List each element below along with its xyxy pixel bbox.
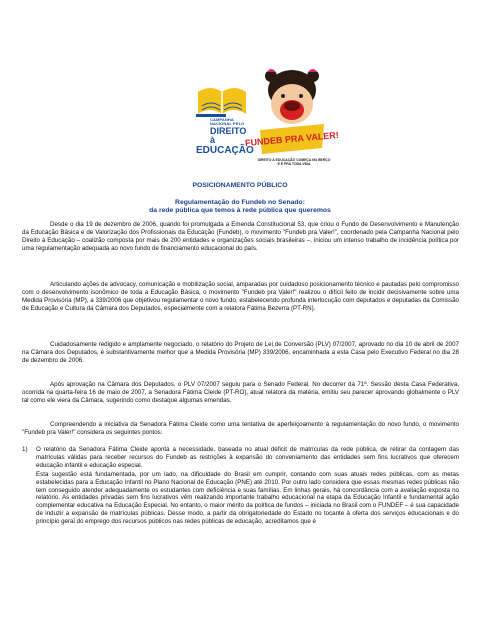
header-logos bbox=[0, 62, 480, 174]
list-item-number: 1) bbox=[22, 446, 28, 453]
list-item-text-a: O relatório da Senadora Fátima Cleide aponta a necessidade, baseada no atual déficit de matrículas da rede pública, de retirar da contagem das matrículas válidas para receber recursos do Fundeb as restrições à expansão do conveniamento das entidades sem fins lucrativos que oferecem educação infantil e educação especial. bbox=[36, 446, 459, 469]
book-icon bbox=[194, 80, 250, 120]
page-subtitle bbox=[0, 199, 480, 215]
paragraph-2: Articulando ações de advocacy, comunicação e mobilização social, amparadas por cuidadoso posicionamento técnico e pautadas pelo compromisso com o desenvolvimento isonômico de toda a Educação Básica, o movimento "Fundeb pra Valer!" realizou o difícil feito de incidir decisivamente sobre uma Medida Provisória (MP), a 339/2006 que objetivou regulamentar o novo fundo, estabelecendo profunda interlocução com deputados e deputadas da Comissão de Educação e Cultura da Câmara dos Deputados, especialmente com a relatora Fátima Bezerra (PT-RN). bbox=[22, 281, 459, 312]
logo-small-text: CAMPANHA NACIONAL PELO bbox=[210, 117, 245, 126]
paragraph-4: Após aprovação na Câmara dos Deputados, o PLV 07/2007 seguiu para o Senado Federal. No decorrer da 71ª. Sessão desta Casa Federativa, ocorrida na quarta-feira 16 de maio de 2007, a Senadora Fátima Cleide (PT-RO), atual relatora da matéria, emitiu seu parecer aprovando globalmente o PLV tal como ele viera da Câmara, sugerindo como destaque algumas emendas. bbox=[22, 381, 459, 404]
subtitle-line-2: da rede pública que temos à rede pública que queremos bbox=[149, 207, 331, 214]
subtitle-line-1: Regulamentação do Fundeb no Senado: bbox=[175, 199, 305, 206]
paragraph-3: Cuidadosamente redigido e amplamente negociado, o relatório do Projeto de Lei de Conversão (PLV) 07/2007, aprovado no dia 10 de abril de 2007 na Câmara dos Deputados, é substantivamente melhor que a Medida Provisória (MP) 339/2006, encaminhada a esta Casa pelo Executivo Federal no dia 28 de dezembro de 2006. bbox=[22, 341, 459, 364]
list-item bbox=[22, 446, 459, 526]
logo-big-text-2: EDUCAÇÃO bbox=[196, 145, 254, 156]
logo-big-text-1: DIREITO à bbox=[210, 126, 247, 145]
logo-title-text: FUNDEB PRA VALER! bbox=[244, 129, 340, 149]
logo-caption bbox=[254, 158, 334, 166]
paragraph-1: Desde o dia 19 de dezembro de 2006, quando foi promulgada a Emenda Constitucional 53, que criou o Fundo de Desenvolvimento e Manutenção da Educação Básica e de Valorização dos Profissionais da Educação (Fundeb), o movimento "Fundeb pra Valer!", coordenado pela Campanha Nacional pelo Direito à Educação – coalizão composta por mais de 200 entidades e organizações sociais brasileiras –, iniciou um intenso trabalho de incidência política por uma regulamentação adequada ao novo fundo de financiamento educacional do país. bbox=[22, 221, 459, 252]
paragraph-5: Compreendendo a iniciativa da Senadora Fátima Cleide como uma tentativa de aperfeiçoamento à regulamentação do novo fundo, o movimento "Fundeb pra Valer!" considera os seguintes pontos: bbox=[22, 421, 459, 436]
list-item-text-b: Esta sugestão está fundamentada, por um lado, na dificuldade do Brasil em cumprir, contando com suas atuais redes públicas, com as metas estabelecidas para a Educação Infantil no Plano Nacional de Educação (PNE) até 2010. Por outro lado considera que essas mesmas redes públicas não tem conseguido atender adequadamente os estudantes com deficiência e suas famílias. Em linhas gerais, há concordância com a avaliação exposta no relatório. As entidades privadas sem fins lucrativos vêm realizando importante trabalho educacional na etapa da Educação Infantil e fundamental ação complementar educativa na Educação Especial. No entanto, o maior mérito da política de fundos – iniciada no Brasil com o FUNDEF – é sua capacidade de induzir a expansão de matrículas públicas. Desse modo, a partir da obrigatoriedade do Estado no tocante à oferta dos serviços educacionais e do princípio geral do emprego dos recursos públicos nas redes públicas de educação, acreditamos que é bbox=[36, 470, 459, 526]
campanha-logo bbox=[194, 80, 254, 158]
page-title: POSICIONAMENTO PÚBLICO bbox=[192, 182, 288, 189]
logo-caption-line2: E É PRA TODA VIDA bbox=[277, 162, 311, 166]
logo-caption-line1: DIREITO À EDUCAÇÃO COMEÇA NO BERÇO bbox=[257, 158, 331, 162]
